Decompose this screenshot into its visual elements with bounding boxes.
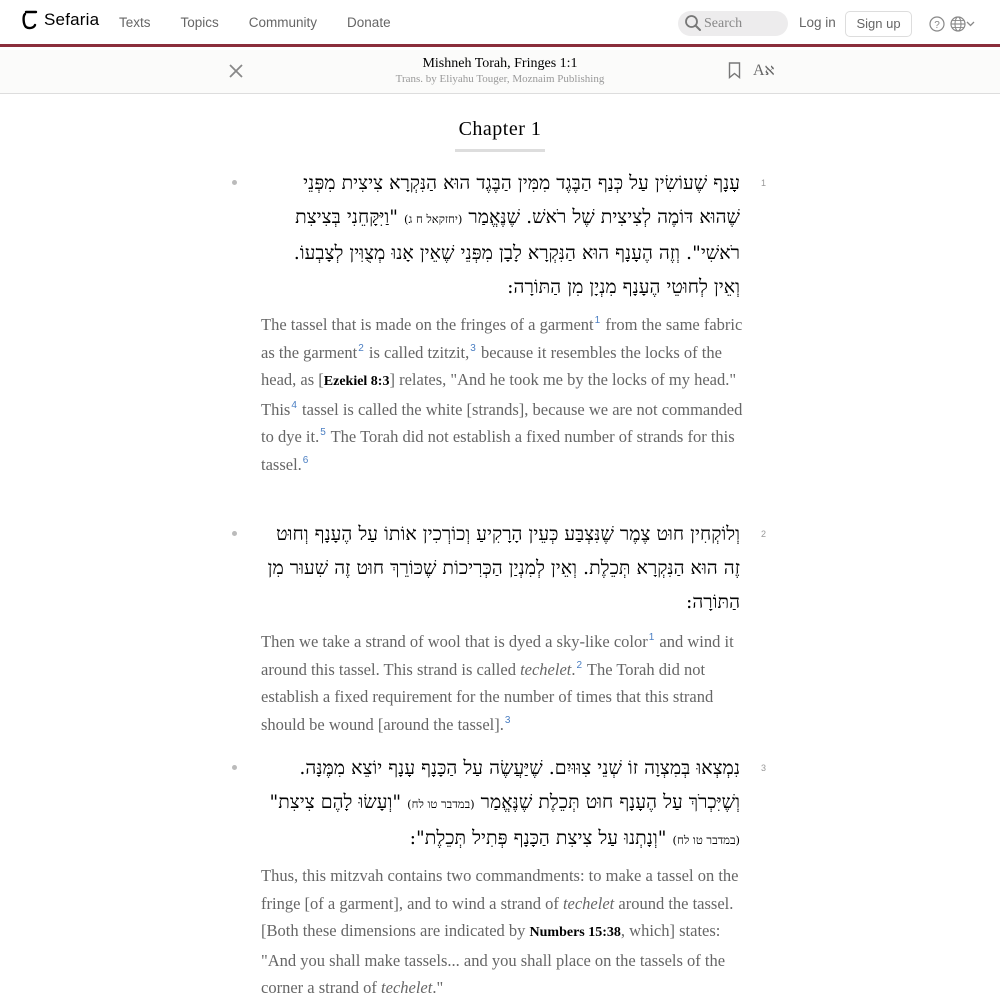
footnote-marker[interactable]: 2 xyxy=(576,659,583,671)
scripture-reference-link[interactable]: Ezekiel 8:3 xyxy=(323,374,390,389)
hebrew-text: עָנָף שֶׁעוֹשִׂין עַל כְּנַף הַבֶּגֶד מִמִּין הַבֶּגֶד הוּא הַנִּקְרָא צִיצִית מִפְּנֵי שֶׁהוּא דּוֹמֶה לְצִיצִית שֶׁל רֹאשׁ. שֶׁנֶּאֱמַר (יחזקאל ח ג) "וַיִּקָּחֵנִי בְּצִיצִת רֹאשִׁי". וְזֶה הֶעָנָף הוּא הַנִּקְרָא לָבָן מִפְּנֵי שֶׁאֵין אָנוּ מְצֻוִּין לְצָבְעוֹ. וְאֵין לְחוּטֵי הֶעָנָף מִנְיָן מִן הַתּוֹרָה: xyxy=(293,172,740,298)
segment-marker-dot xyxy=(232,531,237,536)
footnote-marker[interactable]: 1 xyxy=(648,632,655,643)
footnote-marker[interactable]: 3 xyxy=(504,714,511,726)
sefaria-logo[interactable] xyxy=(22,10,99,30)
top-nav xyxy=(0,0,1000,47)
english-translation: Thus, this mitzvah contains two commandments: to make a tassel on the fringe [of a garment], and to wind a strand of techelet around the tassel. [Both these dimensions are indicated by Numbers 15:38, which] states: "And you shall make tassels... and you shall place on the tassels of the corner a strand of techelet." xyxy=(261,866,739,997)
footnote-marker[interactable]: 1 xyxy=(594,315,601,326)
logo-text: Sefaria xyxy=(44,10,100,29)
reader-header xyxy=(0,50,1000,94)
segment-marker-dot xyxy=(232,765,237,770)
segment-marker-dot xyxy=(232,180,237,185)
nav-link-texts[interactable]: Texts xyxy=(119,15,151,30)
reference-title[interactable]: Mishneh Torah, Fringes 1:1 xyxy=(422,56,578,71)
search-input[interactable] xyxy=(704,14,784,33)
source-citation[interactable]: (במדבר טו לח) xyxy=(407,797,475,811)
hebrew-text: נִמְצְאוּ בְּמִצְוָה זוֹ שְׁנֵי צִוּוּיִם. שֶׁיַּעֲשֶׂה עַל הַכָּנָף עָנָף יוֹצֵא מִמֶּנָּה. וְשֶׁיִּכְרֹךְ עַל הֶעָנָף חוּט תְּכֵלֶת שֶׁנֶּאֱמַר (במדבר טו לח) "וְעָשׂוּ לָהֶם צִיצִת" (במדבר טו לח) "וְנָתְנוּ עַל צִיצִת הַכָּנָף פְּתִיל תְּכֵלֶת": xyxy=(269,757,740,849)
segment-number: 3 xyxy=(761,763,767,773)
nav-link-donate[interactable]: Donate xyxy=(347,15,391,30)
sefaria-logo-icon xyxy=(22,10,38,30)
language-selector[interactable] xyxy=(950,16,975,32)
search-icon xyxy=(684,14,702,32)
segment-number: 2 xyxy=(761,529,767,539)
source-citation[interactable]: (במדבר טו לח) xyxy=(672,833,740,847)
translation-credit: Trans. by Eliyahu Touger, Moznaim Publishing xyxy=(395,73,605,85)
footnote-marker[interactable]: 6 xyxy=(302,454,309,466)
footnote-marker[interactable]: 2 xyxy=(358,342,364,354)
svg-text:?: ? xyxy=(934,20,940,31)
login-link[interactable]: Log in xyxy=(799,15,836,30)
scripture-reference-link[interactable]: Numbers 15:38 xyxy=(529,925,621,940)
main-nav-links xyxy=(119,15,421,30)
footnote-marker[interactable]: 3 xyxy=(470,342,476,354)
english-translation: Then we take a strand of wool that is dyed a sky-like color$^1$ and wind it around this tassel. This strand is called techelet.$^2$ The Torah did not establish a fixed requirement for the number of times that this strand should be wound [around the tassel].$^3$ xyxy=(261,632,734,734)
footnote-marker[interactable]: 4 xyxy=(291,399,297,411)
hebrew-text: וְלוֹקְחִין חוּט צֶמֶר שֶׁנִּצְבַּע כְּעֵין הָרָקִיעַ וְכוֹרְכִין אוֹתוֹ עַל הֶעָנָף וְחוּט זֶה הוּא הַנִּקְרָא תְּכֵלֶת. וְאֵין לְמִנְיַן הַכְּרִיכוֹת שֶׁכּוֹרֵךְ חוּט זֶה שִׁעוּר מִן הַתּוֹרָה: xyxy=(267,523,740,613)
bookmark-icon[interactable] xyxy=(728,62,741,79)
nav-link-topics[interactable]: Topics xyxy=(180,15,219,30)
footnote-marker[interactable]: 5 xyxy=(320,427,326,438)
english-translation: The tassel that is made on the fringes of a garment$^1$ from the same fabric as the garment$^2$ is called tzitzit,$^3$ because it resembles the locks of the head, as [Ezekiel 8:3] relates, "And he took me by the locks of my head." This$^4$ tassel is called the white [strands], because we are not commanded to dye it.$^5$ The Torah did not establish a fixed number of strands for this tassel.$^6$ xyxy=(261,315,743,474)
chapter-heading: Chapter 1 xyxy=(458,118,542,140)
nav-link-community[interactable]: Community xyxy=(248,15,318,30)
signup-button[interactable]: Sign up xyxy=(845,11,912,37)
text-display-options-button[interactable]: Aℵ xyxy=(753,62,775,79)
help-icon[interactable] xyxy=(929,16,945,32)
search-box[interactable] xyxy=(678,11,788,36)
globe-icon xyxy=(950,16,966,32)
source-citation[interactable]: (יחזקאל ח ג) xyxy=(404,212,463,226)
chapter-underline xyxy=(455,149,545,152)
segment-number: 1 xyxy=(761,178,767,188)
chevron-down-icon xyxy=(966,21,975,27)
